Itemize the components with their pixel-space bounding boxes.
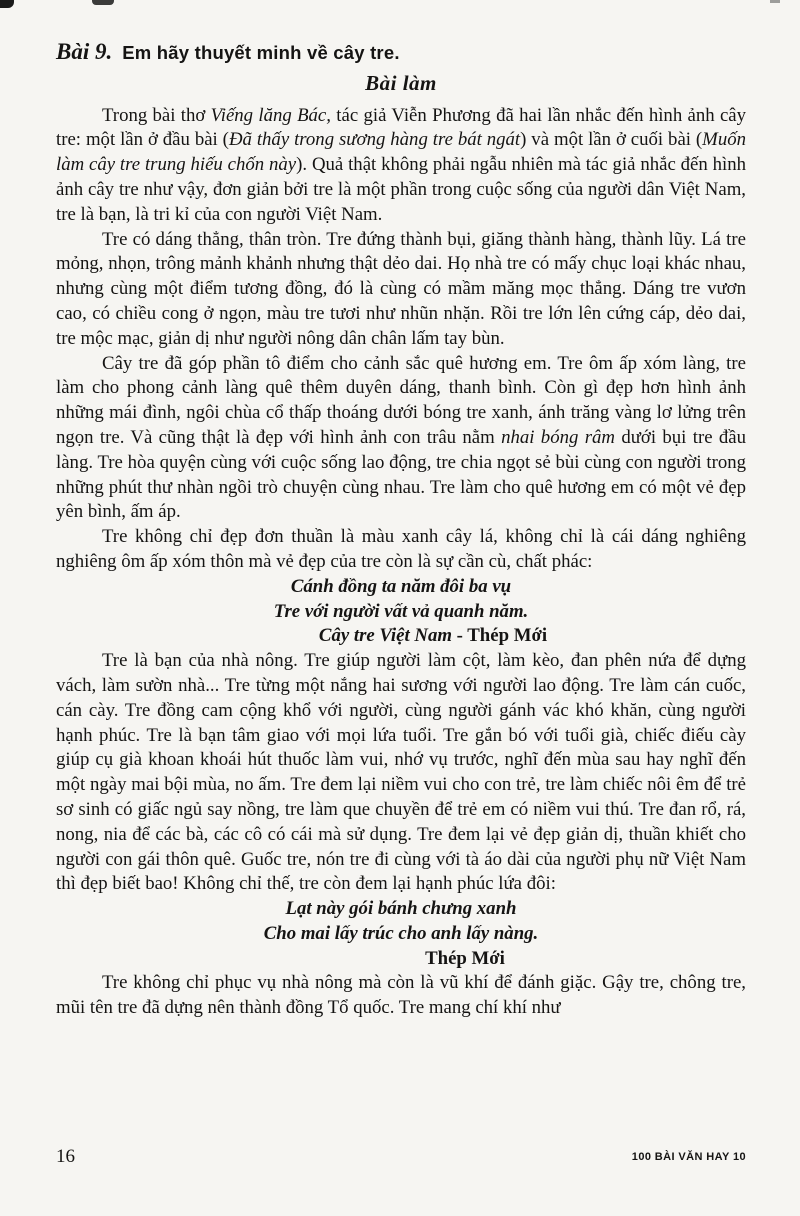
essay-title: Em hãy thuyết minh về cây tre. <box>122 42 400 63</box>
scan-artifact <box>0 0 14 8</box>
paragraph-1: Trong bài thơ Viếng lăng Bác, tác giả Viễn Phương đã hai lần nhắc đến hình ảnh cây tre: một lần ở đầu bài (Đã thấy trong sương hàng tre bát ngát) và một lần ở cuối bài (Muốn làm cây tre trung hiếu chốn này). Quả thật không phải ngẫu nhiên mà tác giả nhắc đến hình ảnh cây tre như vậy, đơn giản bởi tre là một phần trong cuộc sống của người dân Việt Nam, tre là bạn, là tri kỉ của con người Việt Nam. <box>56 104 747 225</box>
essay-heading <box>56 40 746 67</box>
verse-block-1 <box>56 575 746 649</box>
paragraph-6: Tre không chỉ phục vụ nhà nông mà còn là vũ khí để đánh giặc. Gậy tre, chông tre, mũi tên tre đã dựng nên thành đồng Tổ quốc. Tre mang chí khí như <box>56 972 746 1019</box>
verse-line: Lạt này gói bánh chưng xanh <box>285 898 517 920</box>
bai-lam-subtitle: Bài làm <box>365 70 437 95</box>
page-footer <box>56 1145 746 1170</box>
verse-attribution: Cây tre Việt Nam - Thép Mới <box>318 625 548 647</box>
paragraph-3: Cây tre đã góp phần tô điểm cho cảnh sắc quê hương em. Tre ôm ấp xóm làng, tre làm cho phong cảnh làng quê thêm duyên dáng, thanh bình. Còn gì đẹp hơn hình ảnh những mái đình, ngôi chùa cổ thấp thoáng dưới bóng tre xanh, ánh trăng vàng lơ lửng trên ngọn tre. Và cũng thật là đẹp với hình ảnh con trâu nằm nhai bóng râm dưới bụi tre đầu làng. Tre hòa quyện cùng với cuộc sống lao động, tre chia ngọt sẻ bùi cùng con người trong những phút thư nhàn ngồi trò chuyện cùng nhau. Tre làm cho quê hương em có một vẻ đẹp yên bình, ấm áp. <box>56 352 746 523</box>
paragraph-5: Tre là bạn của nhà nông. Tre giúp người làm cột, làm kèo, đan phên nứa để dựng vách, làm sườn nhà... Tre từng một nắng hai sương với người lao động. Tre làm cán cuốc, cán cày. Tre đồng cam cộng khổ với người, cùng người gánh vác khó khăn, cùng người hạnh phúc. Tre là bạn tâm giao với mọi lứa tuổi. Tre gắn bó với tuổi già, chiếc điếu cày giúp cụ già khoan khoái hút thuốc làm vui, nhớ vụ trước, nghĩ đến mùa sau hay nghĩ đến một ngày mai bội mùa, no ấm. Tre đem lại niềm vui cho con trẻ, tre làm chiếc nôi êm để trẻ sơ sinh có giấc ngủ say nồng, tre làm que chuyền để trẻ em có niềm vui thú. Tre đan rổ, rá, nong, nia để các bà, các cô có cái mà sử dụng. Tre đem lại vẻ đẹp giản dị, thuần khiết cho người con gái thôn quê. Guốc tre, nón tre đi cùng với tà áo dài của người phụ nữ Việt Nam thì đẹp biết bao! Không chỉ thế, tre còn đem lại hạnh phúc lứa đôi: <box>56 650 746 895</box>
verse-line: Cánh đồng ta năm đôi ba vụ <box>290 575 512 597</box>
book-title: 100 BÀI VĂN HAY 10 <box>631 1151 746 1164</box>
lesson-number: Bài 9. <box>56 39 113 64</box>
verse-attribution: Thép Mới <box>425 947 505 969</box>
verse-line: Cho mai lấy trúc cho anh lấy nàng. <box>263 922 539 944</box>
scan-artifact <box>92 0 114 5</box>
verse-block-2 <box>56 897 746 971</box>
page-number: 16 <box>56 1146 75 1168</box>
scan-artifact <box>770 0 780 3</box>
paragraph-4: Tre không chỉ đẹp đơn thuần là màu xanh cây lá, không chỉ là cái dáng nghiêng nghiêng ôm ấp xóm thôn mà vẻ đẹp của tre còn là sự cần cù, chất phác: <box>56 526 746 572</box>
verse-line: Tre với người vất vả quanh năm. <box>273 600 529 622</box>
paragraph-2: Tre có dáng thẳng, thân tròn. Tre đứng thành bụi, giăng thành hàng, thành lũy. Lá tre mỏng, nhọn, trông mảnh khảnh nhưng thật dẻo dai. Họ nhà tre có mấy chục loại khác nhau, nhưng cùng một điểm tương đồng, đó là cùng có mầm măng mọc thẳng. Dáng tre vươn cao, có chiều cong ở ngọn, màu tre tươi như nhũn nhặn. Rồi tre lớn lên cứng cáp, dẻo dai, tre mộc mạc, giản dị như người nông dân chân lấm tay bùn. <box>56 228 746 349</box>
